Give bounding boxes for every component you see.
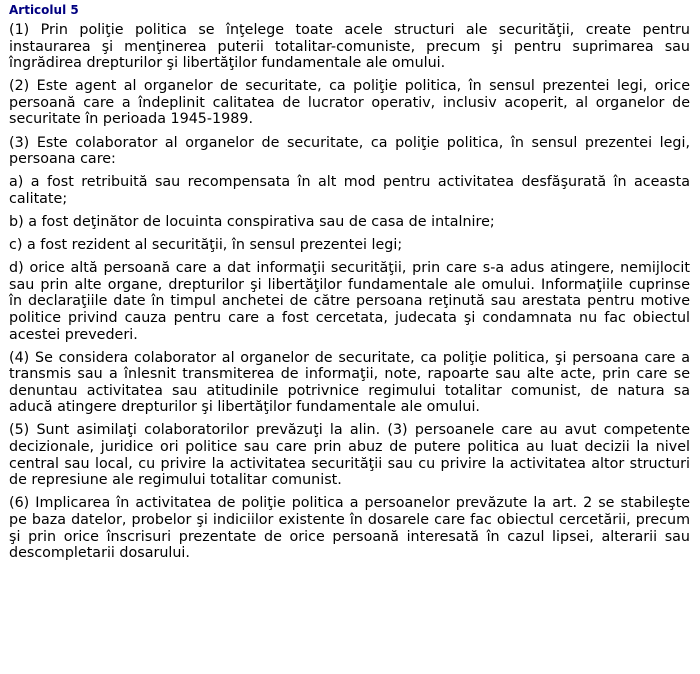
paragraph-3d: d) orice altă persoană care a dat informaţii securităţii, prin care s-a adus atingere, nemijlocit sau prin alte organe, drepturilor şi libertăţilor fundamentale ale omului. Informaţiile cuprinse în declaraţiile date în timpul anchetei de către persoana reţinută sau arestata pentru motive politice privind cauza pentru care a fost cercetata, judecata şi condamnata nu fac obiectul acestei prevederi. bbox=[9, 260, 690, 343]
article-title: Articolul 5 bbox=[9, 3, 79, 17]
paragraph-5: (5) Sunt asimilaţi colaboratorilor prevăzuţi la alin. (3) persoanele care au avut competente decizionale, juridice ori politice sau care prin abuz de putere politica au luat decizii la nivel central sau local, cu privire la activitatea securităţii sau cu privire la activitatea altor structuri de represiune ale regimului totalitar comunist. bbox=[9, 422, 690, 489]
paragraph-2: (2) Este agent al organelor de securitate, ca poliţie politica, în sensul prezentei legi, orice persoană care a îndeplinit calitatea de lucrator operativ, inclusiv acoperit, al organelor de securitate în perioada 1945-1989. bbox=[9, 78, 690, 128]
paragraph-1: (1) Prin poliţie politica se înţelege toate acele structuri ale securităţii, create pentru instaurarea şi menţinerea puterii totalitar-comuniste, precum şi pentru suprimarea sau îngrădirea drepturilor şi libertăţilor fundamentale ale omului. bbox=[9, 22, 690, 72]
paragraph-6: (6) Implicarea în activitatea de poliţie politica a persoanelor prevăzute la art. 2 se stabileşte pe baza datelor, probelor şi indiciilor existente în dosarele care fac obiectul cercetării, precum şi prin orice înscrisuri prezentate de orice persoană interesată în cazul lipsei, alterarii sau descompletarii dosarului. bbox=[9, 495, 690, 562]
paragraph-3b: b) a fost deţinător de locuinta conspirativa sau de casa de intalnire; bbox=[9, 213, 495, 230]
paragraph-3c: c) a fost rezident al securităţii, în sensul prezentei legi; bbox=[9, 237, 403, 254]
paragraph-3a: a) a fost retribuită sau recompensata în alt mod pentru activitatea desfăşurată în aceasta calitate; bbox=[9, 174, 690, 207]
paragraph-3: (3) Este colaborator al organelor de securitate, ca poliţie politica, în sensul prezentei legi, persoana care: bbox=[9, 134, 690, 168]
article-document bbox=[9, 2, 690, 568]
paragraph-4: (4) Se considera colaborator al organelor de securitate, ca poliţie politica, şi persoana care a transmis sau a înlesnit transmiterea de informaţii, note, rapoarte sau alte acte, prin care se denuntau activitatea sau atitudinile potrivnice regimului totalitar comunist, de natura sa aducă atingere drepturilor şi libertăţilor fundamentale ale omului. bbox=[9, 349, 690, 416]
